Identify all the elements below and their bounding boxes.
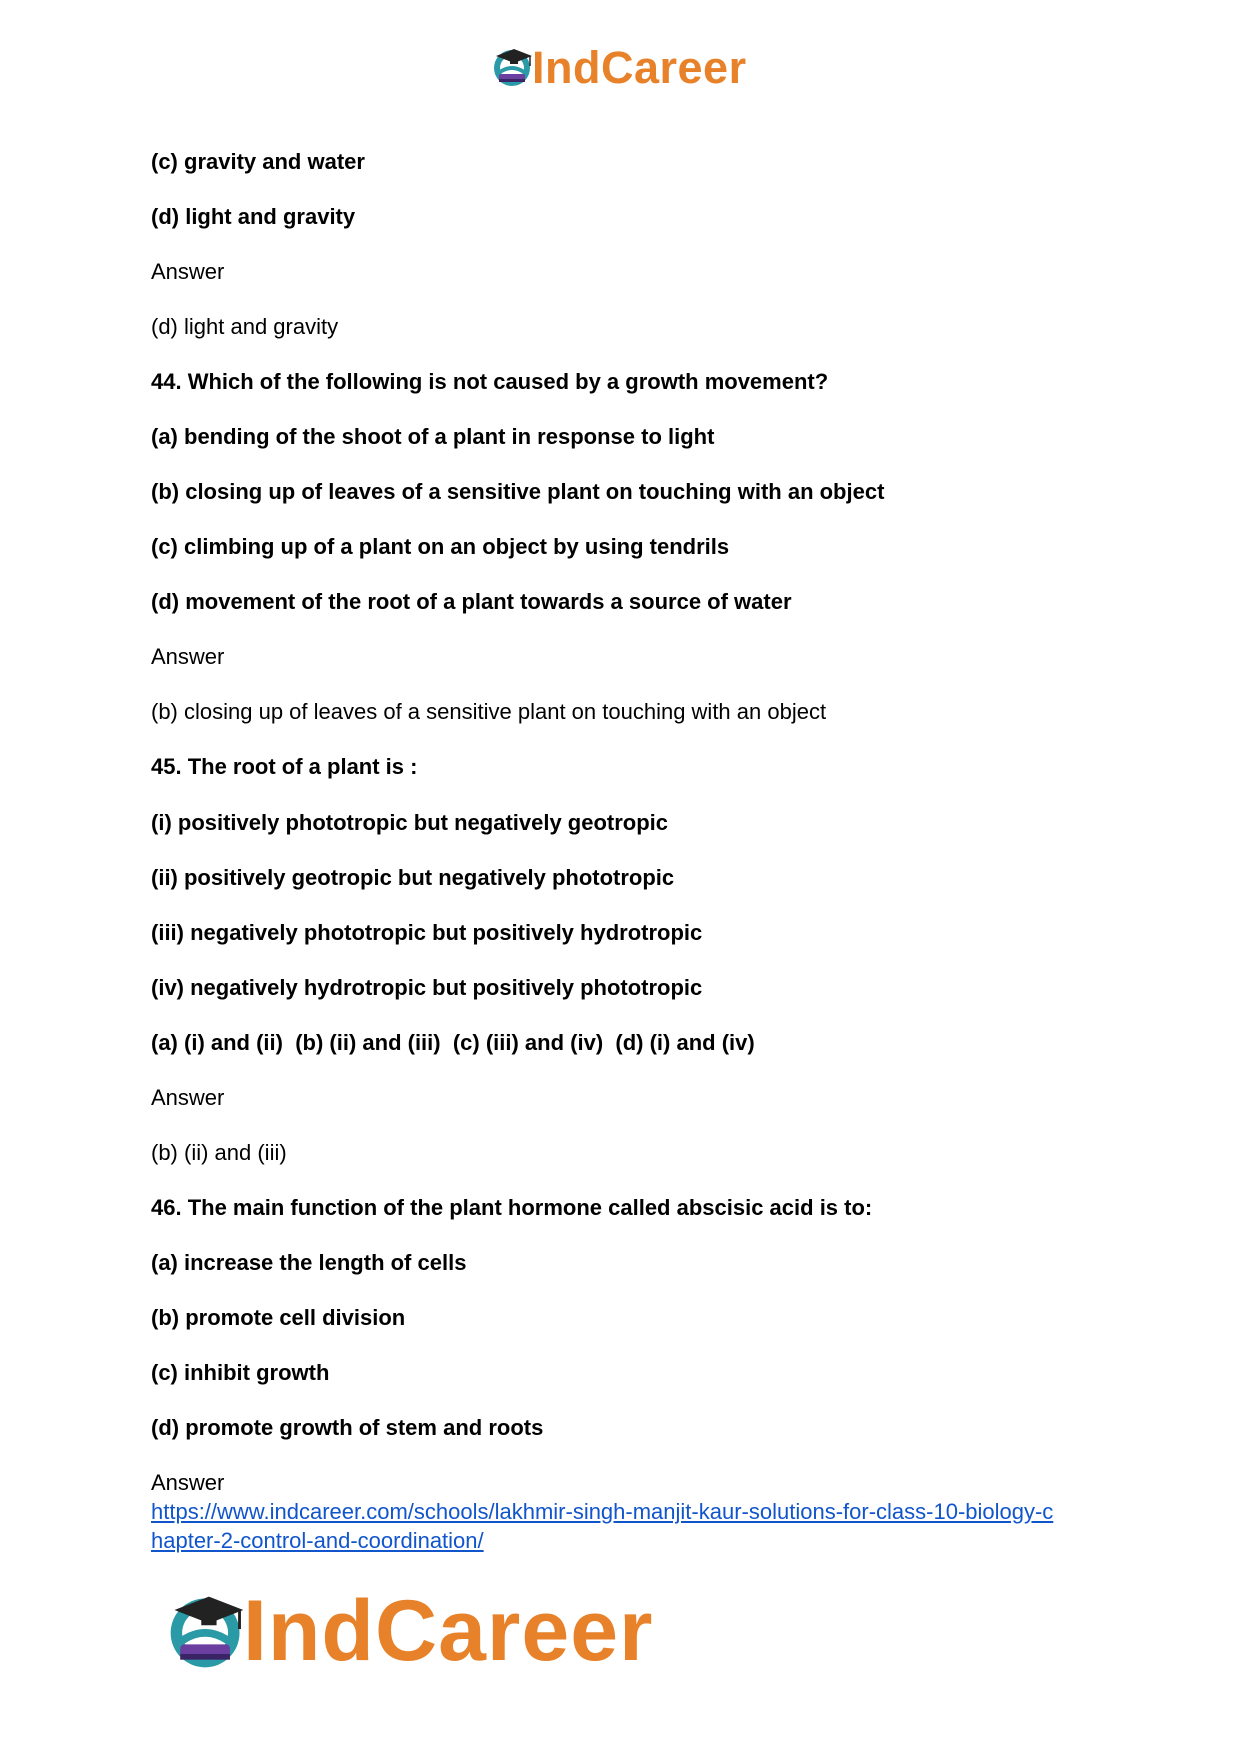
q45-statement-ii: (ii) positively geotropic but negatively phototropic bbox=[151, 865, 675, 890]
q45-answer: (b) (ii) and (iii) bbox=[151, 1140, 287, 1165]
footer-logo-text: IndCareer bbox=[243, 1583, 654, 1679]
q46-question: 46. The main function of the plant hormone called abscisic acid is to: bbox=[151, 1195, 873, 1220]
source-link[interactable] bbox=[151, 1497, 1111, 1555]
footer-logo bbox=[163, 1583, 654, 1679]
q45-statement-iii: (iii) negatively phototropic but positively hydrotropic bbox=[151, 920, 703, 945]
header-logo-text: IndCareer bbox=[532, 41, 747, 93]
q44-option-c: (c) climbing up of a plant on an object by using tendrils bbox=[151, 534, 730, 559]
q46-option-a: (a) increase the length of cells bbox=[151, 1250, 467, 1275]
q45-options: (a) (i) and (ii) (b) (ii) and (iii) (c) (iii) and (iv) (d) (i) and (iv) bbox=[151, 1030, 755, 1055]
q46-answer-label: Answer bbox=[151, 1470, 225, 1495]
header-logo bbox=[490, 42, 747, 92]
source-link-line-2: hapter-2-control-and-coordination/ bbox=[151, 1528, 484, 1553]
q43-option-c: (c) gravity and water bbox=[151, 149, 365, 174]
q46-option-b: (b) promote cell division bbox=[151, 1305, 406, 1330]
q45-answer-label: Answer bbox=[151, 1085, 225, 1110]
source-link-line-1: https://www.indcareer.com/schools/lakhmir-singh-manjit-kaur-solutions-for-class-10-biology-c bbox=[151, 1499, 1054, 1524]
q43-answer-label: Answer bbox=[151, 259, 225, 284]
q43-answer: (d) light and gravity bbox=[151, 314, 339, 339]
q45-statement-iv: (iv) negatively hydrotropic but positively phototropic bbox=[151, 975, 703, 1000]
graduation-cap-book-icon bbox=[490, 44, 536, 90]
q44-question: 44. Which of the following is not caused by a growth movement? bbox=[151, 369, 829, 394]
q46-option-c: (c) inhibit growth bbox=[151, 1360, 330, 1385]
q43-option-d: (d) light and gravity bbox=[151, 204, 356, 229]
q44-option-d: (d) movement of the root of a plant towards a source of water bbox=[151, 589, 792, 614]
q45-statement-i: (i) positively phototropic but negatively geotropic bbox=[151, 810, 669, 835]
q44-answer: (b) closing up of leaves of a sensitive plant on touching with an object bbox=[151, 699, 827, 724]
graduation-cap-book-icon bbox=[163, 1587, 251, 1675]
q45-question: 45. The root of a plant is : bbox=[151, 754, 418, 779]
q46-option-d: (d) promote growth of stem and roots bbox=[151, 1415, 544, 1440]
q44-option-b: (b) closing up of leaves of a sensitive plant on touching with an object bbox=[151, 479, 885, 504]
q44-option-a: (a) bending of the shoot of a plant in response to light bbox=[151, 424, 715, 449]
q44-answer-label: Answer bbox=[151, 644, 225, 669]
